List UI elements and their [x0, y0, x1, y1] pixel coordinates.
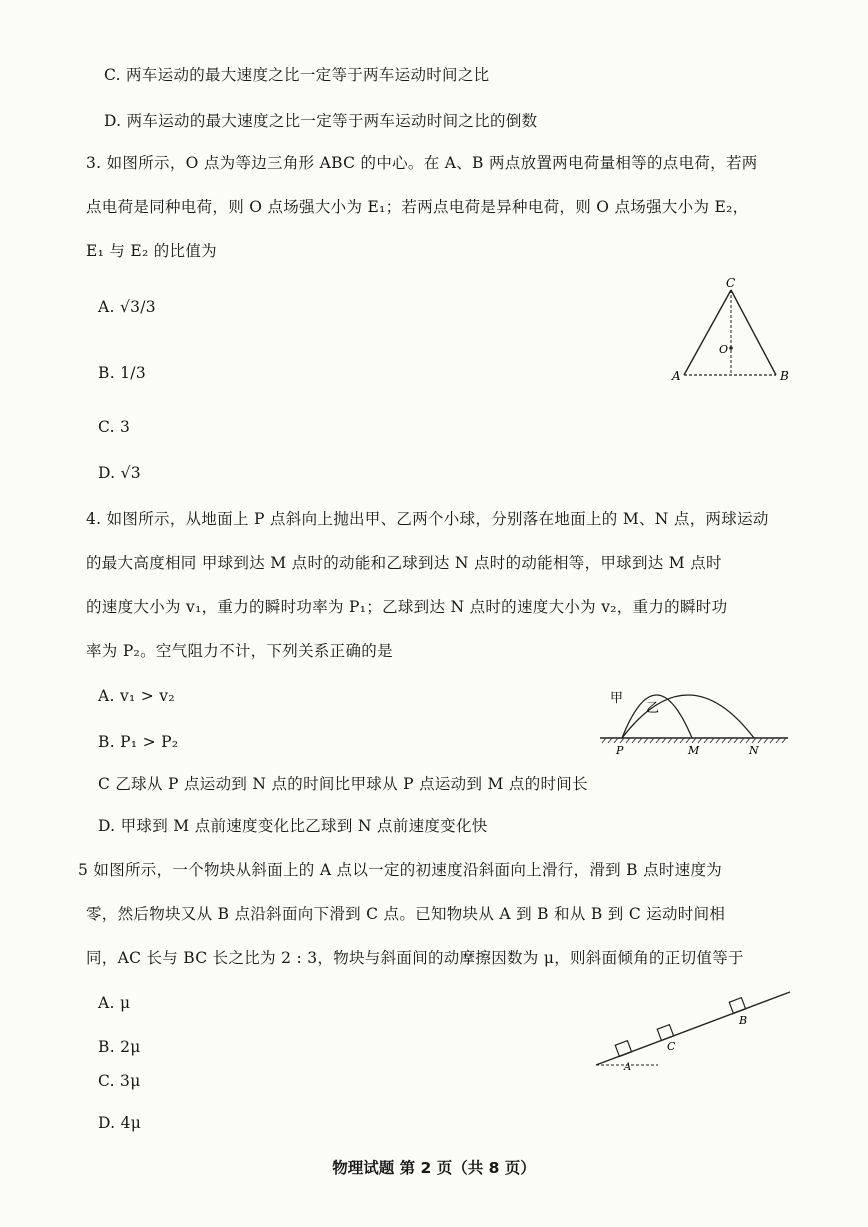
- q2-option-d: D. 两车运动的最大速度之比一定等于两车运动时间之比的倒数: [104, 112, 538, 130]
- q5-option-a: A. μ: [98, 994, 131, 1012]
- q2-option-c: C. 两车运动的最大速度之比一定等于两车运动时间之比: [104, 66, 490, 84]
- q4-stem-line1: 4. 如图所示，从地面上 P 点斜向上抛出甲、乙两个小球，分别落在地面上的 M、N 点，两球运动: [86, 510, 769, 528]
- trajectory-yi: [622, 695, 754, 738]
- triangle-figure: [662, 276, 802, 388]
- q4-stem-line2: 的最大高度相同 甲球到达 M 点时的动能和乙球到达 N 点时的动能相等，甲球到达 M 点时: [86, 554, 722, 572]
- label-a: A: [624, 1062, 632, 1072]
- label-p: P: [616, 744, 624, 757]
- label-o: O: [719, 343, 729, 356]
- q3-stem-line3: E₁ 与 E₂ 的比值为: [86, 242, 217, 260]
- q5-stem-line3: 同，AC 长与 BC 长之比为 2 : 3，物块与斜面间的动摩擦因数为 μ，则斜面倾角的正切值等于: [86, 949, 744, 967]
- label-yi: 乙: [646, 701, 660, 716]
- q4-stem-line3: 的速度大小为 v₁，重力的瞬时功率为 P₁；乙球到达 N 点时的速度大小为 v₂，重力的瞬时功: [86, 598, 728, 616]
- side-cb: [731, 290, 776, 375]
- q3-option-c: C. 3: [98, 418, 131, 436]
- q4-stem-line4: 率为 P₂。空气阻力不计，下列关系正确的是: [86, 642, 393, 660]
- block-at-c: [657, 1025, 673, 1041]
- incline-figure: [588, 982, 798, 1072]
- q3-option-b: B. 1/3: [98, 364, 146, 382]
- q4-option-d: D. 甲球到 M 点前速度变化比乙球到 N 点前速度变化快: [98, 817, 488, 835]
- q4-option-c: C 乙球从 P 点运动到 N 点的时间比甲球从 P 点运动到 M 点的时间长: [98, 775, 588, 793]
- page-footer: 物理试题 第 2 页（共 8 页）: [332, 1159, 536, 1177]
- q3-option-a: A. √3/3: [98, 298, 156, 316]
- q5-stem-line2: 零，然后物块又从 B 点沿斜面向下滑到 C 点。已知物块从 A 到 B 和从 B 到 C 运动时间相: [86, 905, 726, 923]
- label-c: C: [667, 1040, 676, 1053]
- q5-stem-line1: 5 如图所示，一个物块从斜面上的 A 点以一定的初速度沿斜面向上滑行，滑到 B 点时速度为: [78, 861, 723, 879]
- ground-hatching: [602, 738, 786, 743]
- q3-option-d: D. √3: [98, 464, 141, 482]
- center-o: [729, 346, 733, 350]
- label-c: C: [726, 276, 736, 290]
- q4-option-a: A. v₁ > v₂: [98, 687, 175, 705]
- q3-stem-line1: 3. 如图所示，O 点为等边三角形 ABC 的中心。在 A、B 两点放置两电荷量相等的点电荷，若两: [86, 154, 758, 172]
- label-b: B: [739, 1014, 748, 1027]
- q3-stem-line2: 点电荷是同种电荷，则 O 点场强大小为 E₁；若两点电荷是异种电荷，则 O 点场强大小为 E₂，: [86, 198, 749, 216]
- label-m: M: [688, 744, 700, 757]
- q4-option-b: B. P₁ > P₂: [98, 733, 179, 751]
- label-a: A: [672, 369, 681, 383]
- label-b: B: [780, 369, 789, 383]
- q5-option-c: C. 3μ: [98, 1072, 141, 1090]
- projectile-figure: [596, 676, 792, 762]
- q5-option-b: B. 2μ: [98, 1038, 141, 1056]
- label-n: N: [749, 744, 759, 757]
- label-jia: 甲: [610, 691, 624, 706]
- q5-option-d: D. 4μ: [98, 1114, 142, 1132]
- side-ca: [684, 290, 731, 375]
